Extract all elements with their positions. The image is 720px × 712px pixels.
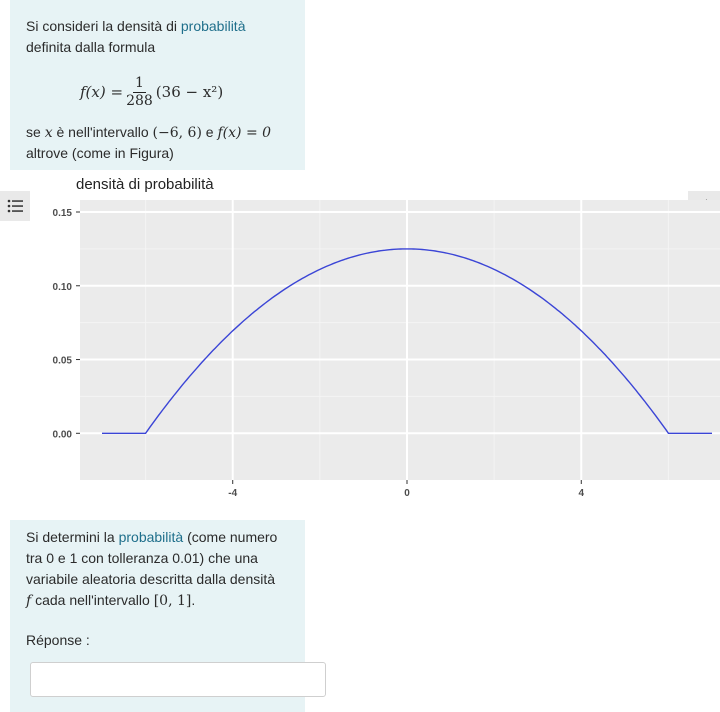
interval-line — [26, 122, 271, 144]
plot-background — [80, 200, 720, 480]
probability-link[interactable]: probabilità — [180, 18, 246, 34]
y-tick-label: 0.15 — [52, 208, 72, 219]
formula-fraction — [126, 75, 153, 110]
intro-line-4: altrove (come in Figura) — [26, 145, 174, 161]
interval-f-zero: f(x) = 0 — [217, 125, 272, 141]
x-tick-label: 0 — [404, 488, 410, 499]
formula-rhs: (36 − x²) — [155, 83, 224, 101]
formula-denominator: 288 — [126, 92, 153, 109]
chart-title: densità di probabilità — [76, 176, 214, 193]
question-text-a: Si determini la — [26, 529, 119, 545]
density-formula — [80, 70, 223, 114]
question-f: f — [26, 593, 32, 609]
intro-text: Si consideri la densità di — [26, 18, 181, 34]
question-line-1 — [26, 527, 277, 548]
interval-text-b: è nell'intervallo — [52, 124, 153, 140]
question-period: . — [191, 592, 196, 608]
x-tick-label: 4 — [578, 488, 585, 499]
question-interval: [0, 1] — [153, 593, 192, 609]
interval-text-a: se — [26, 124, 45, 140]
intro-line-1 — [26, 16, 245, 37]
x-tick-label: -4 — [228, 488, 238, 499]
y-tick-label: 0.05 — [52, 355, 72, 367]
answer-input[interactable] — [30, 662, 326, 697]
y-tick-label: 0.10 — [52, 281, 72, 293]
formula-lhs: f(x) = — [80, 83, 124, 101]
question-line-3: variabile aleatoria descritta dalla densità — [26, 571, 276, 587]
question-text-b: (come numero — [183, 529, 278, 545]
reponse-label: Réponse : — [26, 632, 90, 648]
y-tick-label: 0.00 — [52, 429, 72, 441]
interval-var: x — [44, 125, 53, 141]
density-chart — [0, 196, 720, 506]
question-line-2: tra 0 e 1 con tolleranza 0.01) che una — [26, 550, 258, 566]
question-line-4 — [26, 590, 195, 612]
interval-text-c: e — [201, 124, 218, 140]
probability-link-2[interactable]: probabilità — [118, 529, 184, 545]
intro-line-2: definita dalla formula — [26, 39, 156, 55]
question-text-c: cada nell'intervallo — [31, 592, 154, 608]
formula-numerator: 1 — [134, 74, 144, 91]
interval-open: (−6, 6) — [152, 125, 202, 141]
